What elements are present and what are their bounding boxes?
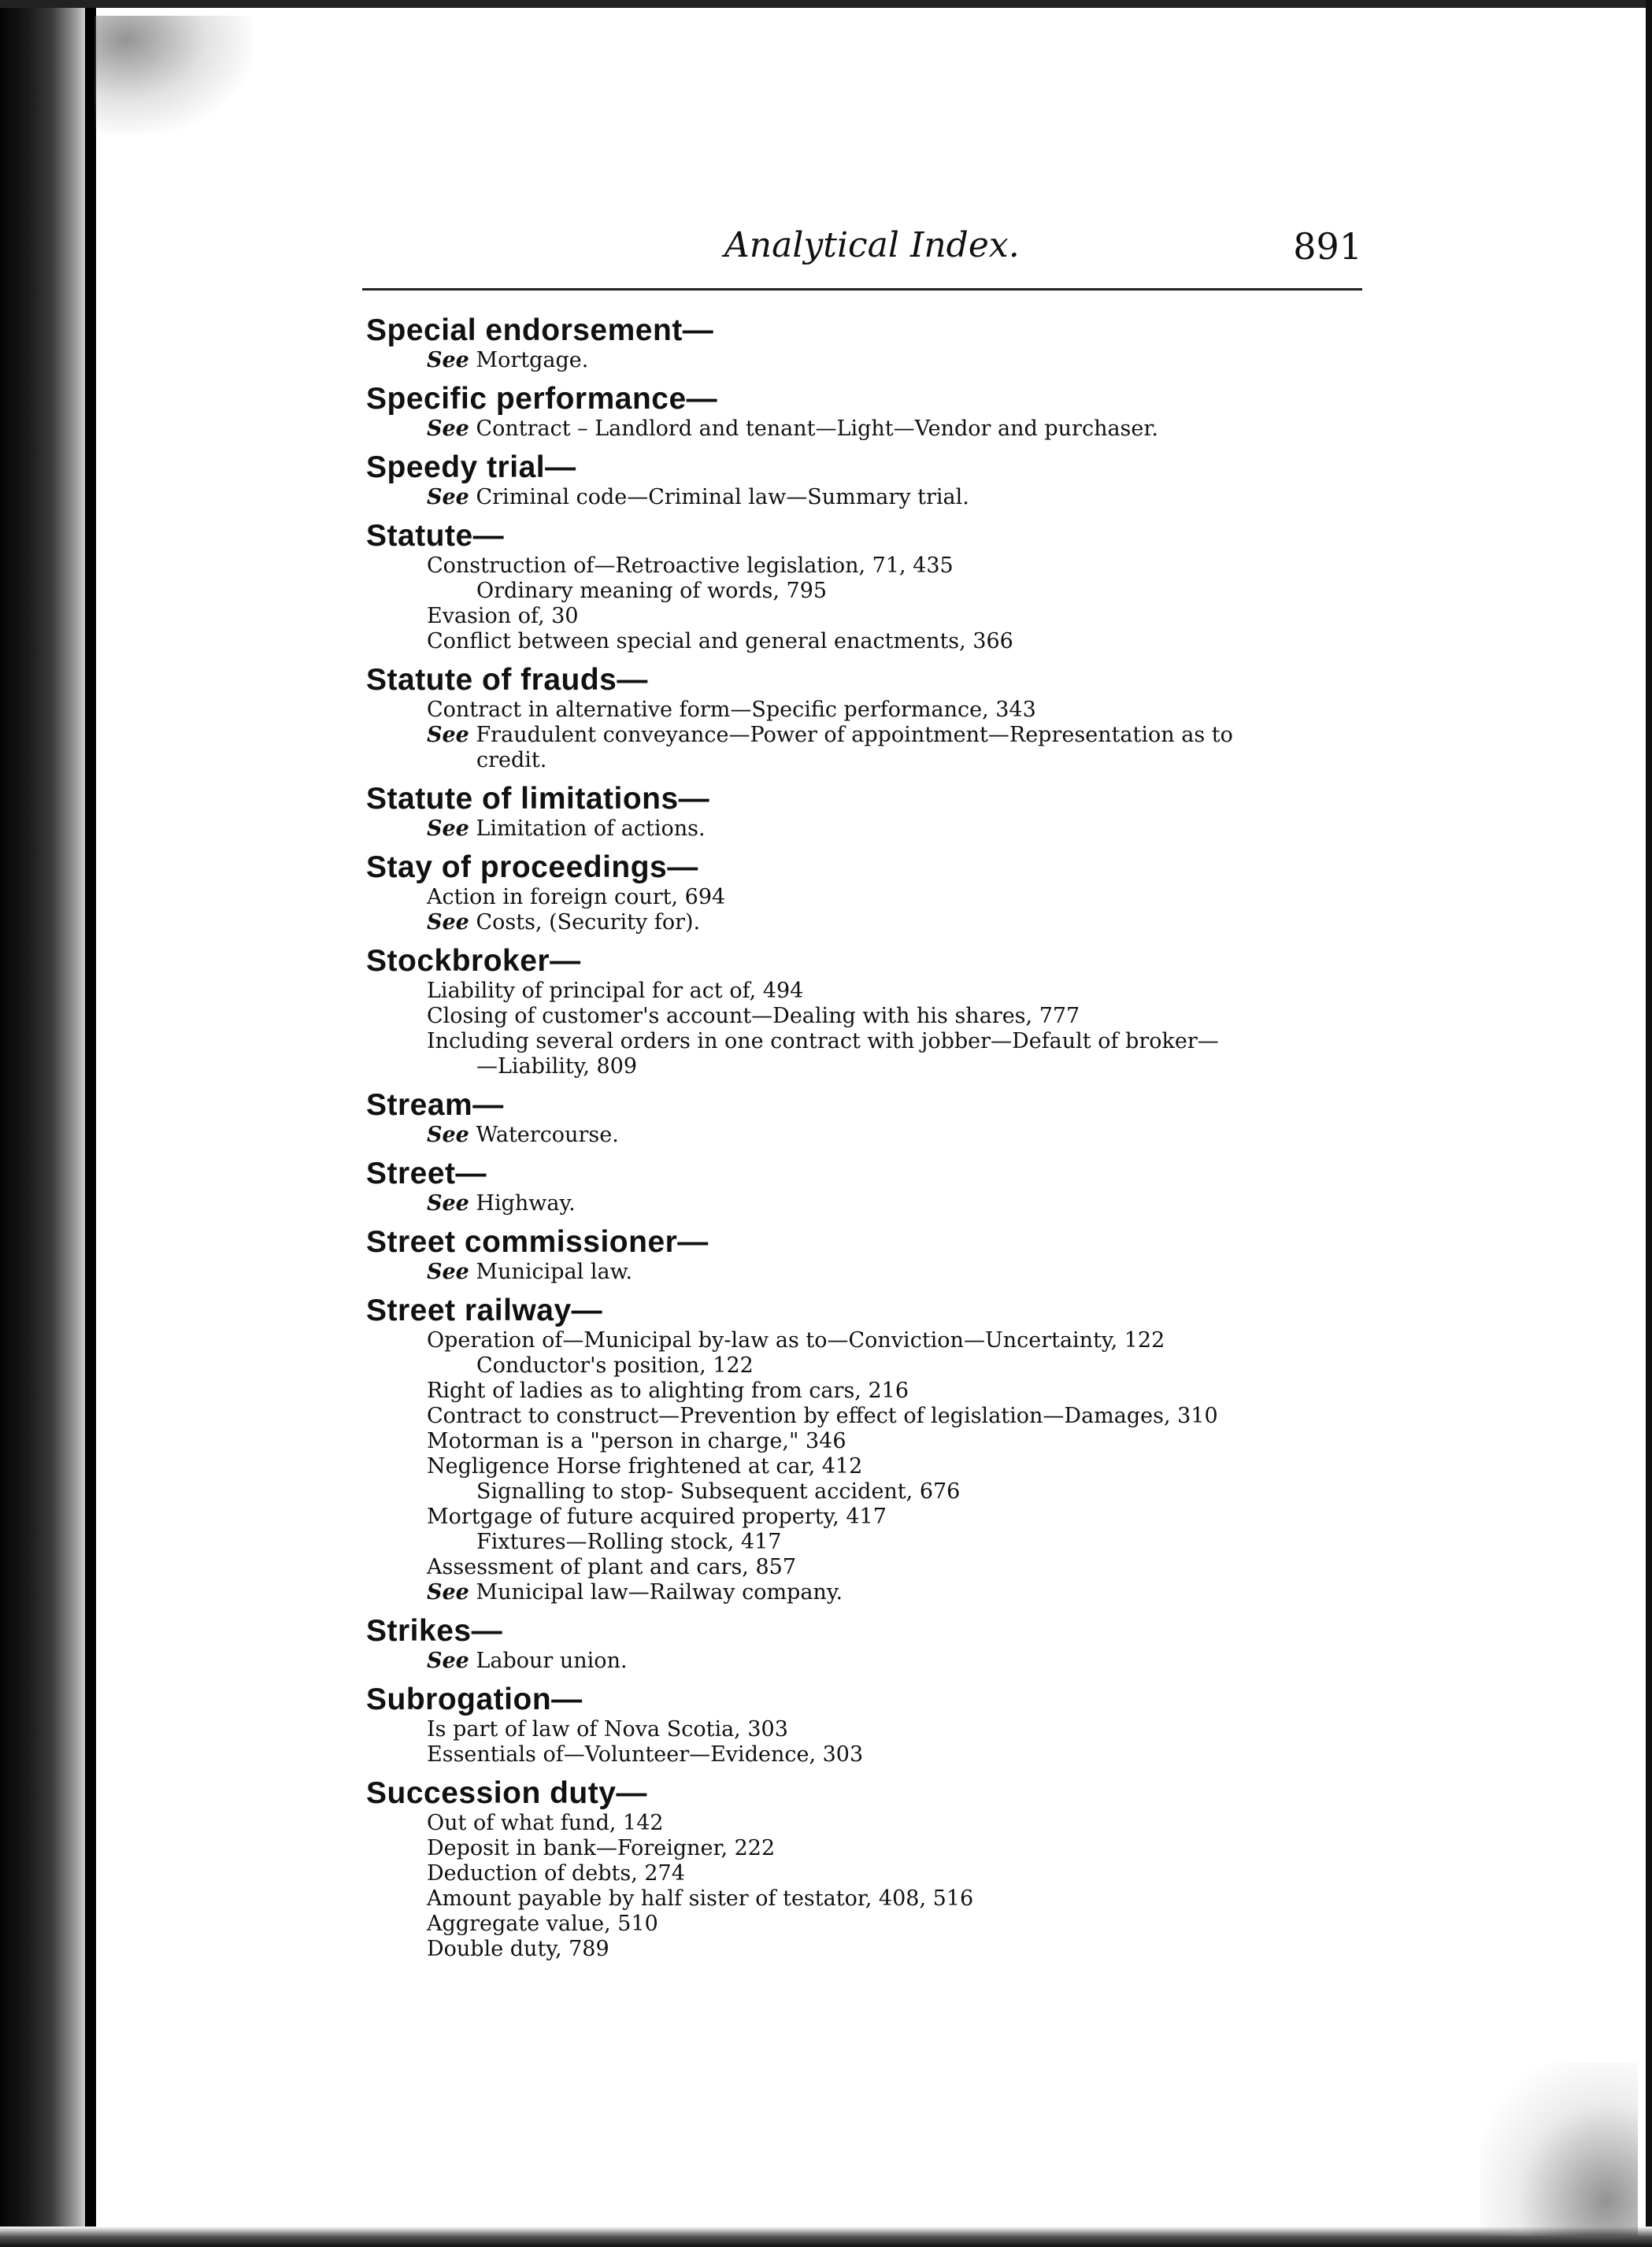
index-entry — [366, 1157, 1374, 1216]
index-entry — [366, 1776, 1374, 1962]
scan-top-edge — [0, 0, 1652, 8]
subline-text: Out of what fund, 142 — [427, 1811, 664, 1835]
entry-heading: Statute— — [366, 519, 505, 553]
index-entry — [366, 1614, 1374, 1674]
subline-text: Double duty, 789 — [427, 1937, 609, 1961]
running-title: Analytical Index. — [724, 225, 1020, 265]
subline-text: Municipal law. — [476, 1260, 633, 1284]
index-entry — [366, 944, 1374, 1079]
entry-subline — [366, 553, 1374, 579]
entry-heading: Statute of limitations— — [366, 782, 710, 816]
subline-text: Conflict between special and general enactments, 366 — [427, 629, 1013, 653]
see-reference: See — [427, 1260, 469, 1284]
see-reference: See — [427, 910, 469, 935]
entry-subline — [366, 816, 1374, 842]
index-entry — [366, 382, 1374, 442]
entry-subline — [366, 698, 1374, 723]
entry-heading: Succession duty— — [366, 1776, 647, 1810]
page-number: 891 — [1293, 225, 1362, 268]
book-spine-shadow — [0, 0, 94, 2247]
scan-right-edge — [1646, 0, 1652, 2247]
entry-subline — [366, 1649, 1374, 1674]
entry-subline — [366, 1717, 1374, 1742]
subline-text: Operation of—Municipal by-law as to—Conviction—Uncertainty, 122 — [427, 1328, 1165, 1353]
entry-subline — [366, 348, 1374, 373]
index-list — [366, 313, 1374, 1962]
entry-heading: Subrogation— — [366, 1682, 583, 1716]
scan-smudge — [1480, 2063, 1638, 2236]
see-reference: See — [427, 723, 469, 747]
entry-heading: Street commissioner— — [366, 1225, 709, 1259]
subline-text: Amount payable by half sister of testator, 408, 516 — [427, 1886, 974, 1911]
subline-text: Closing of customer's account—Dealing with his shares, 777 — [427, 1004, 1080, 1028]
entry-subline — [366, 1260, 1374, 1285]
entry-subline — [366, 1861, 1374, 1886]
entry-subline — [366, 1004, 1374, 1029]
subline-text: Including several orders in one contract with jobber—Default of broker— — [427, 1029, 1219, 1053]
subline-text: Motorman is a "person in charge," 346 — [427, 1429, 846, 1453]
entry-heading: Strikes— — [366, 1614, 503, 1648]
entry-subline — [366, 723, 1374, 748]
subline-text: Ordinary meaning of words, 795 — [476, 579, 828, 603]
subline-text: Municipal law—Railway company. — [476, 1580, 843, 1605]
index-entry — [366, 1294, 1374, 1605]
entry-subline — [366, 579, 1374, 604]
entry-heading: Special endorsement— — [366, 313, 714, 347]
entry-subline — [366, 1912, 1374, 1937]
index-entry — [366, 663, 1374, 773]
entry-subline — [366, 1505, 1374, 1530]
subline-text: Deposit in bank—Foreigner, 222 — [427, 1836, 776, 1860]
entry-subline — [366, 1937, 1374, 1962]
index-entry — [366, 782, 1374, 842]
entry-subline — [366, 979, 1374, 1004]
see-reference: See — [427, 1649, 469, 1673]
see-reference: See — [427, 1123, 469, 1147]
scan-smudge — [94, 16, 252, 134]
subline-text: Deduction of debts, 274 — [427, 1861, 685, 1886]
entry-subline — [366, 1530, 1374, 1555]
subline-text: Evasion of, 30 — [427, 604, 579, 628]
subline-text: Mortgage of future acquired property, 417 — [427, 1505, 887, 1529]
entry-subline — [366, 748, 1374, 773]
subline-text: Costs, (Security for). — [476, 910, 701, 935]
index-entry — [366, 1225, 1374, 1285]
subline-text: Aggregate value, 510 — [427, 1912, 658, 1936]
see-reference: See — [427, 485, 469, 509]
entry-heading: Specific performance— — [366, 382, 718, 416]
page-header — [362, 219, 1362, 282]
subline-text: Criminal code—Criminal law—Summary trial. — [476, 485, 969, 509]
subline-text: Highway. — [476, 1191, 576, 1216]
entry-subline — [366, 604, 1374, 629]
subline-text: Limitation of actions. — [476, 816, 706, 841]
entry-subline — [366, 1580, 1374, 1605]
subline-text: Conductor's position, 122 — [476, 1353, 754, 1378]
see-reference: See — [427, 816, 469, 841]
entry-heading: Street— — [366, 1157, 487, 1190]
entry-subline — [366, 1123, 1374, 1148]
subline-text: Construction of—Retroactive legislation, 71, 435 — [427, 553, 954, 578]
index-entry — [366, 1088, 1374, 1148]
index-entry — [366, 1682, 1374, 1768]
entry-subline — [366, 1353, 1374, 1379]
entry-subline — [366, 1054, 1374, 1079]
see-reference: See — [427, 348, 469, 372]
subline-text: Fixtures—Rolling stock, 417 — [476, 1530, 782, 1554]
subline-text: Contract in alternative form—Specific performance, 343 — [427, 698, 1036, 722]
subline-text: Right of ladies as to alighting from cars, 216 — [427, 1379, 909, 1403]
index-entry — [366, 313, 1374, 373]
subline-text: credit. — [476, 748, 547, 772]
subline-text: Is part of law of Nova Scotia, 303 — [427, 1717, 788, 1742]
entry-subline — [366, 910, 1374, 935]
entry-heading: Street railway— — [366, 1294, 603, 1327]
subline-text: Contract – Landlord and tenant—Light—Vendor and purchaser. — [476, 416, 1158, 441]
entry-subline — [366, 1429, 1374, 1454]
entry-subline — [366, 1454, 1374, 1479]
subline-text: Mortgage. — [476, 348, 589, 372]
book-gutter — [85, 0, 96, 2247]
subline-text: Action in foreign court, 694 — [427, 885, 726, 909]
subline-text: Labour union. — [476, 1649, 628, 1673]
entry-subline — [366, 1404, 1374, 1429]
entry-subline — [366, 1836, 1374, 1861]
entry-heading: Speedy trial— — [366, 450, 576, 484]
subline-text: Watercourse. — [476, 1123, 619, 1147]
index-entry — [366, 850, 1374, 935]
subline-text: Contract to construct—Prevention by effect of legislation—Damages, 310 — [427, 1404, 1218, 1428]
index-entry — [366, 450, 1374, 510]
subline-text: Assessment of plant and cars, 857 — [427, 1555, 797, 1579]
entry-subline — [366, 1886, 1374, 1912]
entry-heading: Stay of proceedings— — [366, 850, 698, 884]
index-entry — [366, 519, 1374, 654]
entry-subline — [366, 1379, 1374, 1404]
entry-subline — [366, 1029, 1374, 1054]
subline-text: —Liability, 809 — [476, 1054, 638, 1079]
subline-text: Essentials of—Volunteer—Evidence, 303 — [427, 1742, 864, 1767]
entry-heading: Stockbroker— — [366, 944, 581, 978]
see-reference: See — [427, 1191, 469, 1216]
entry-subline — [366, 416, 1374, 442]
subline-text: Signalling to stop- Subsequent accident, 676 — [476, 1479, 961, 1504]
header-rule — [362, 288, 1362, 291]
subline-text: Negligence Horse frightened at car, 412 — [427, 1454, 863, 1479]
see-reference: See — [427, 416, 469, 441]
entry-heading: Statute of frauds— — [366, 663, 648, 697]
entry-subline — [366, 1479, 1374, 1505]
subline-text: Liability of principal for act of, 494 — [427, 979, 804, 1003]
scan-bottom-edge — [0, 2227, 1652, 2247]
entry-heading: Stream— — [366, 1088, 504, 1122]
entry-subline — [366, 1555, 1374, 1580]
entry-subline — [366, 629, 1374, 654]
subline-text: Fraudulent conveyance—Power of appointment—Representation as to — [476, 723, 1233, 747]
entry-subline — [366, 485, 1374, 510]
entry-subline — [366, 885, 1374, 910]
entry-subline — [366, 1811, 1374, 1836]
entry-subline — [366, 1191, 1374, 1216]
entry-subline — [366, 1328, 1374, 1353]
see-reference: See — [427, 1580, 469, 1605]
entry-subline — [366, 1742, 1374, 1768]
